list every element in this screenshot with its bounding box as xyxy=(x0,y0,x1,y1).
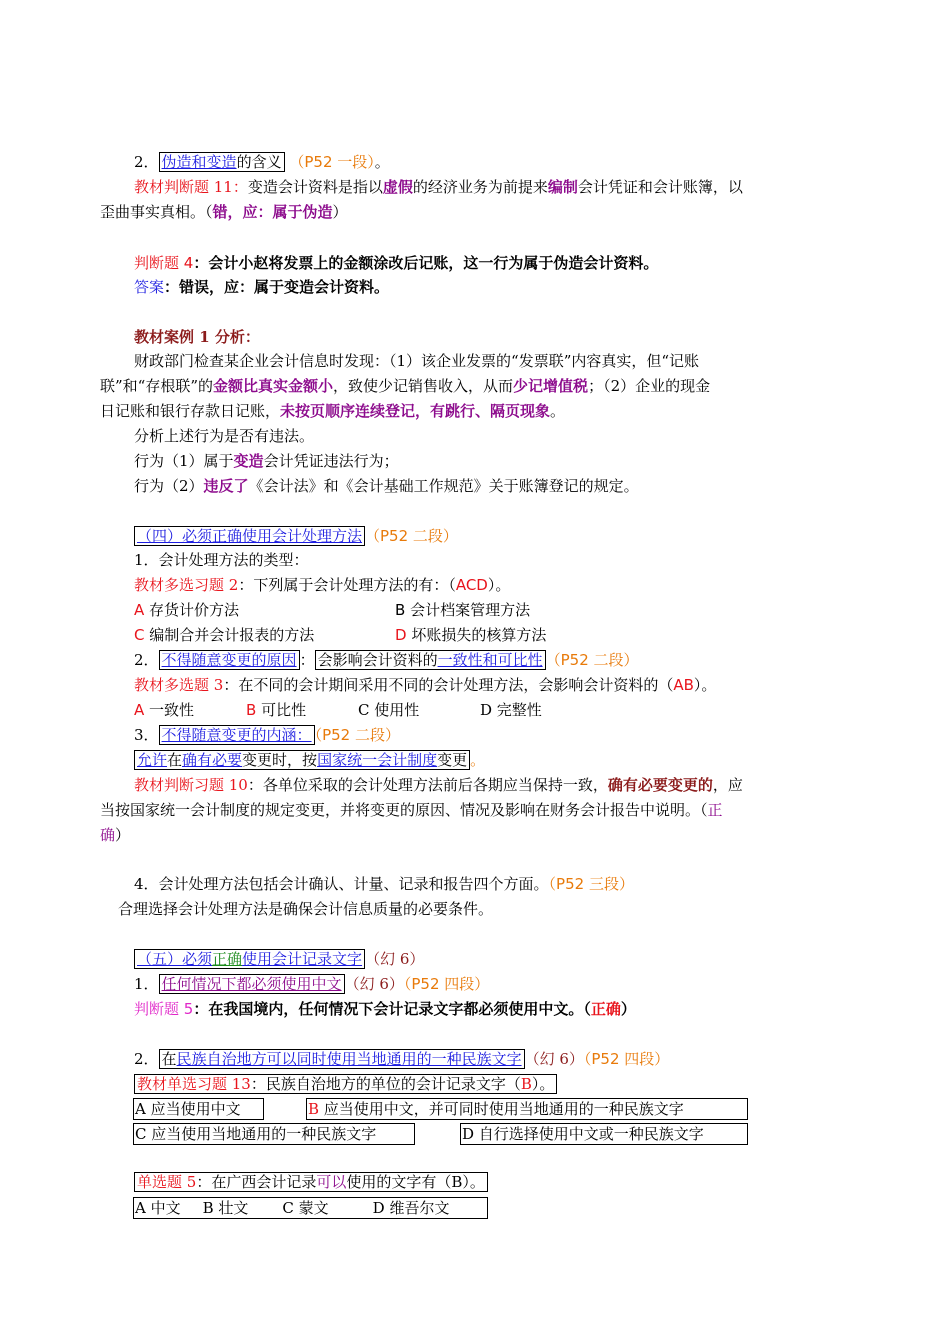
item-number: 2． xyxy=(134,651,159,669)
keyword: 确有必要变更的 xyxy=(607,776,713,794)
punct: ） xyxy=(332,203,348,221)
case-text: 日记账和银行存款日记账， xyxy=(100,402,281,420)
question-text: 会计凭证和会计账簿，以 xyxy=(577,178,743,196)
page-ref: （P52 三段） xyxy=(548,875,634,893)
case-text: 。 xyxy=(550,402,566,420)
option-letter: B xyxy=(395,601,406,619)
case-paragraph: 财政部门检查某企业会计信息时发现：（1）该企业发票的“发票联”内容真实，但“记账 xyxy=(134,352,700,370)
keyword: 国家统一会计制度 xyxy=(317,751,438,769)
question-text: 的经济业务为前提来 xyxy=(412,178,548,196)
option-b: B 壮文 xyxy=(202,1199,249,1217)
case-paragraph-line2 xyxy=(100,376,710,396)
page-ref: （P52 四段） xyxy=(583,1050,670,1068)
question-label: 教材判断题 11： xyxy=(134,178,248,196)
heading-text: 的含义 xyxy=(236,153,282,171)
question-label: 判断题 4 xyxy=(134,254,194,272)
case-text: ，致使少记销售收入，从而 xyxy=(333,377,514,395)
keyword: 允许 xyxy=(137,751,168,769)
keyword: 虚假 xyxy=(382,178,413,196)
keyword: 编制 xyxy=(547,178,578,196)
item-4 xyxy=(134,874,634,894)
keyword: 少记增值税 xyxy=(513,377,589,395)
punct: ）。 xyxy=(487,576,511,594)
box-text: 会影响会计资料的 xyxy=(317,651,438,669)
question-label: 教材判断习题 10 xyxy=(134,776,248,794)
option-text: 存货计价方法 xyxy=(144,601,240,619)
item-number: 3． xyxy=(134,726,159,744)
section-title: （五）必须 xyxy=(137,950,213,968)
question-label: 教材单选习题 13 xyxy=(137,1075,251,1093)
question-text: ：下列属于会计处理方法的有：（ xyxy=(238,576,456,594)
question-label: 教材多选题 3 xyxy=(134,676,224,694)
case-answer-2 xyxy=(134,476,639,496)
option-letter: A xyxy=(134,601,145,619)
question-text: ：在广西会计记录 xyxy=(196,1173,317,1191)
option-text: 编制合并会计报表的方法 xyxy=(144,626,315,644)
case-text: 会计凭证违法行为； xyxy=(263,452,399,470)
question-textbook-judge-10 xyxy=(134,775,743,795)
option-a: A 应当使用中文 xyxy=(133,1098,264,1120)
question-text: ：在不同的会计期间采用不同的会计处理方法，会影响会计资料的（ xyxy=(223,676,674,694)
option-b xyxy=(306,1098,748,1120)
option-text: 会计档案管理方法 xyxy=(405,601,531,619)
question-judge-4 xyxy=(134,253,658,273)
option-text: 一致性 xyxy=(144,701,195,719)
slide-ref: （幻 6） xyxy=(524,1050,584,1068)
section-5-heading xyxy=(134,949,424,969)
answer: AB xyxy=(673,676,694,694)
case-text: 联”和“存根联”的 xyxy=(100,377,214,395)
option-letter: C xyxy=(134,626,145,644)
item-number: 1． xyxy=(134,975,159,993)
option-c: C 蒙文 xyxy=(282,1199,329,1217)
keyword: 未按页顺序连续登记，有跳行、隔页现象 xyxy=(280,402,551,420)
question-multi-3 xyxy=(134,675,716,695)
item-1-chinese-required xyxy=(134,974,489,994)
question-text: ：民族自治地方的单位的会计记录文字（ xyxy=(250,1075,521,1093)
answer-text: ：错误，应：属于变造会计资料。 xyxy=(164,278,390,296)
punct: 。 xyxy=(374,153,390,171)
question-label: 单选题 5 xyxy=(137,1173,197,1191)
option-text: 应当使用中文，并可同时使用当地通用的一种民族文字 xyxy=(319,1100,684,1118)
question-text: 歪曲事实真相。（ xyxy=(100,203,213,221)
option-c: C 应当使用当地通用的一种民族文字 xyxy=(133,1123,415,1145)
item-2-ethnic-script xyxy=(134,1049,669,1069)
answer: 确 xyxy=(100,826,116,844)
case-title: 教材案例 1 分析： xyxy=(134,328,260,346)
slide-ref: （幻 6） xyxy=(344,975,404,993)
question-text: 当按国家统一会计制度的规定变更，并将变更的原因、情况及影响在财务会计报告中说明。（ xyxy=(100,801,708,819)
change-allowed-rule xyxy=(134,750,485,770)
answer: 正确 xyxy=(590,1000,621,1018)
question-label: 教材多选习题 2 xyxy=(134,576,239,594)
option-d xyxy=(395,625,546,645)
question-text: ：会计小赵将发票上的金额涂改后记账，这一行为属于伪造会计资料。 xyxy=(193,254,659,272)
question-textbook-judge-11 xyxy=(134,177,743,197)
option-letter: D xyxy=(395,626,407,644)
case-answer-1 xyxy=(134,451,399,471)
option-letter: B xyxy=(246,701,257,719)
keyword-box: 不得随意变更的原因 xyxy=(159,650,300,670)
option-d: D 自行选择使用中文或一种民族文字 xyxy=(460,1123,748,1145)
option-text: 坏账损失的核算方法 xyxy=(406,626,547,644)
keyword: 金额比真实金额小 xyxy=(213,377,334,395)
keyword: 违反了 xyxy=(203,477,249,495)
keyword-box: 任何情况下都必须使用中文 xyxy=(159,974,345,994)
answer: ACD xyxy=(455,576,488,594)
answer-judge-4 xyxy=(134,277,389,297)
option-letter: B xyxy=(308,1100,320,1118)
page-ref: （P52 二段） xyxy=(365,527,458,545)
punct: ） xyxy=(115,826,131,844)
heading-forgery-meaning xyxy=(134,152,390,172)
keyword: 一致性和可比性 xyxy=(437,651,543,669)
item-3-no-arbitrary-change-meaning xyxy=(134,725,400,745)
answer-label: 答案 xyxy=(134,278,165,296)
slide-ref: （幻 6） xyxy=(365,950,425,968)
section-title: （四）必须正确使用会计处理方法 xyxy=(134,526,365,546)
item-2-no-arbitrary-change-reason xyxy=(134,650,639,670)
item-4-note: 合理选择会计处理方法是确保会计信息质量的必要条件。 xyxy=(118,900,494,918)
case-text: 行为（1）属于 xyxy=(134,452,234,470)
section-title: 使用 xyxy=(242,950,273,968)
question-textbook-single-13 xyxy=(134,1074,557,1094)
option-letter: A xyxy=(134,701,145,719)
item-text: 4．会计处理方法包括会计确认、计量、记录和报告四个方面。 xyxy=(134,875,549,893)
page-ref: （P52 二段） xyxy=(314,726,400,744)
item-number: 2． xyxy=(134,153,159,171)
case-text: 行为（2） xyxy=(134,477,204,495)
punct: ）。 xyxy=(531,1075,555,1093)
answer: B xyxy=(520,1075,532,1093)
section-title: 正确 xyxy=(212,950,243,968)
keyword: 伪造和变造 xyxy=(161,153,237,171)
answer: 错，应：属于伪造 xyxy=(212,203,333,221)
item-1: 1．会计处理方法的类型： xyxy=(134,551,309,569)
keyword: 民族自治地方可以同时使用当地通用的一种民族文字 xyxy=(176,1050,522,1068)
case-question: 分析上述行为是否有违法。 xyxy=(134,427,315,445)
option-text: 可比性 xyxy=(256,701,307,719)
punct: ： xyxy=(299,651,315,669)
section-title: 会计记录文字 xyxy=(272,950,363,968)
keyword: 变造 xyxy=(233,452,264,470)
option-a: A 中文 xyxy=(135,1199,181,1217)
keyword: 确有必要 xyxy=(182,751,243,769)
option-c: C 使用性 xyxy=(358,701,420,719)
case-text: ；（2）企业的现金 xyxy=(588,377,711,395)
question-text: ，应 xyxy=(712,776,743,794)
box-text: 在 xyxy=(167,751,183,769)
option-a xyxy=(134,600,239,620)
question-textbook-judge-10-line3 xyxy=(100,825,130,845)
box-text: 在 xyxy=(161,1050,177,1068)
question-textbook-judge-10-line2 xyxy=(100,800,723,820)
page-ref: （P52 四段） xyxy=(403,975,490,993)
question-text: ：各单位采取的会计处理方法前后各期应当保持一致， xyxy=(247,776,608,794)
question-text: 使用的文字有（B）。 xyxy=(346,1173,485,1191)
page-ref: （P52 一段） xyxy=(289,153,375,171)
section-4-heading xyxy=(134,526,458,546)
question-label: 判断题 5 xyxy=(134,1000,194,1018)
case-text: 《会计法》和《会计基础工作规范》关于账簿登记的规定。 xyxy=(248,477,639,495)
option-d: D 维吾尔文 xyxy=(372,1199,450,1217)
option-a xyxy=(134,700,194,720)
answer: 正 xyxy=(707,801,723,819)
question-text: ：在我国境内，任何情况下会计记录文字都必须使用中文。（ xyxy=(193,1000,591,1018)
box-text: 变更时，按 xyxy=(242,751,318,769)
case-paragraph-line3 xyxy=(100,401,565,421)
question-single-5 xyxy=(134,1172,488,1192)
option-c xyxy=(134,625,314,645)
options-row xyxy=(133,1197,488,1219)
punct: 。 xyxy=(470,751,486,769)
keyword-box: 不得随意变更的内涵： xyxy=(159,725,315,745)
box-text: 变更 xyxy=(437,751,468,769)
punct: ） xyxy=(620,1000,636,1018)
page-ref: （P52 二段） xyxy=(545,651,639,669)
keyword: 可以 xyxy=(316,1173,347,1191)
option-b xyxy=(395,600,530,620)
question-textbook-judge-11-line2 xyxy=(100,202,348,222)
question-judge-5 xyxy=(134,999,636,1019)
item-number: 2． xyxy=(134,1050,159,1068)
question-text: 变造会计资料是指以 xyxy=(247,178,383,196)
punct: ）。 xyxy=(693,676,717,694)
question-multi-2 xyxy=(134,575,510,595)
option-b xyxy=(246,700,306,720)
option-d: D 完整性 xyxy=(480,701,542,719)
